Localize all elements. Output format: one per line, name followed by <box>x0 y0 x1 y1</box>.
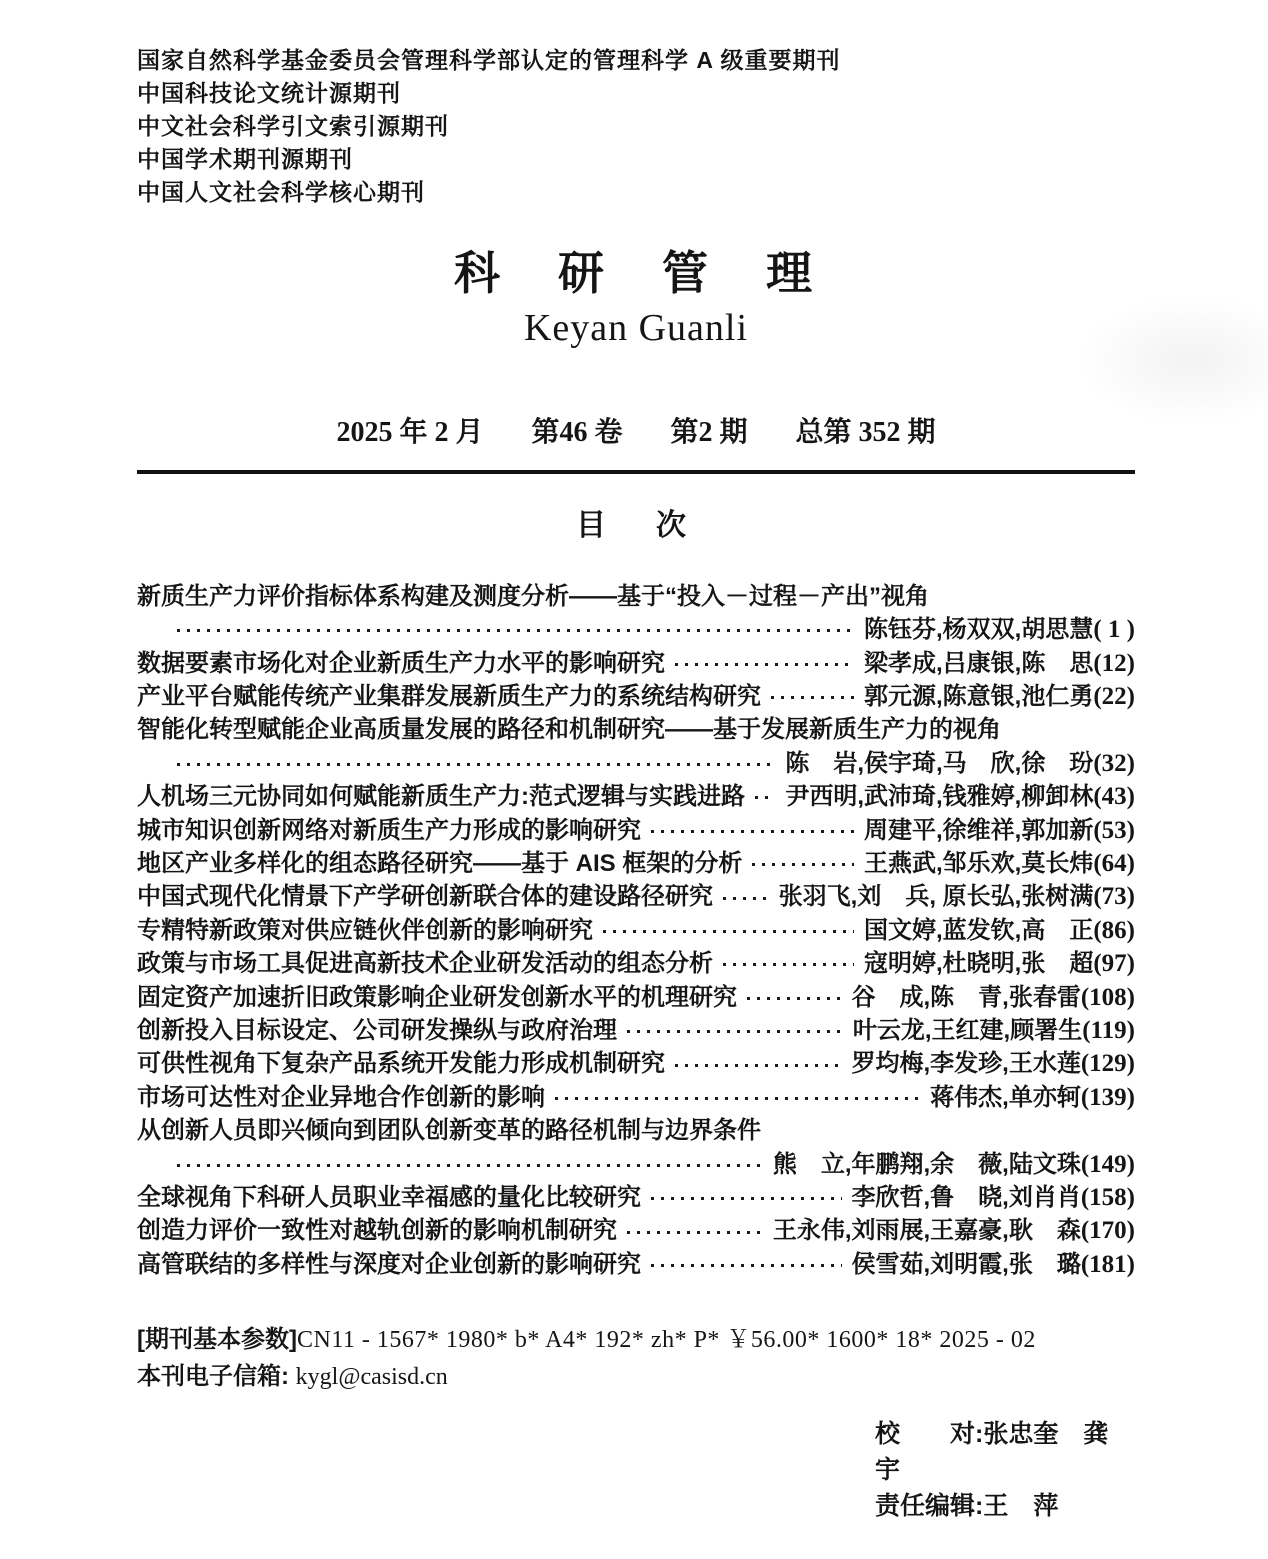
toc-entry-page: (139) <box>1080 1083 1135 1111</box>
toc-entry-title: 智能化转型赋能企业高质量发展的路径和机制研究——基于发展新质生产力的视角 <box>137 716 1001 744</box>
toc-entry-title: 全球视角下科研人员职业幸福感的量化比较研究 <box>137 1183 641 1211</box>
dot-leader <box>177 1164 763 1167</box>
journal-title-chinese: 科 研 管 理 <box>454 247 818 299</box>
toc-list <box>137 576 1135 1277</box>
toc-entry-title: 从创新人员即兴倾向到团队创新变革的路径机制与边界条件 <box>137 1117 761 1145</box>
certification-line: 中国学术期刊源期刊 <box>137 146 353 172</box>
toc-entry-authors: 熊 立,年鹏翔,余 薇,陆文珠 <box>772 1150 1081 1178</box>
toc-entry-page: (32) <box>1093 749 1135 777</box>
issue-volume: 第46 卷 <box>531 416 623 448</box>
editors-block <box>875 1416 1135 1524</box>
toc-entry-title: 创造力评价一致性对越轨创新的影响机制研究 <box>137 1217 617 1245</box>
toc-entry-authors: 寇明婷,杜晓明,张 超 <box>864 950 1094 978</box>
toc-entry-page: (129) <box>1080 1050 1135 1078</box>
toc-entry <box>137 1077 1135 1110</box>
toc-entry-page: (181) <box>1080 1250 1135 1278</box>
toc-entry-title: 创新投入目标设定、公司研发操纵与政府治理 <box>137 1016 617 1044</box>
dot-leader <box>603 930 854 933</box>
toc-entry-page: (43) <box>1093 783 1135 811</box>
toc-entry <box>137 977 1135 1010</box>
dot-leader <box>627 1030 843 1033</box>
toc-entry-author-line <box>137 743 1135 776</box>
certification-list <box>137 44 1135 209</box>
toc-heading: 目 次 <box>576 508 696 542</box>
issue-number: 第2 期 <box>670 416 748 448</box>
toc-entry-page: (73) <box>1093 883 1135 911</box>
toc-entry-title: 地区产业多样化的组态路径研究——基于 AIS 框架的分析 <box>137 850 743 878</box>
journal-parameters-line <box>137 1323 1135 1357</box>
toc-entry <box>137 643 1135 676</box>
proofreaders-names: 张忠奎 龚 宇 <box>875 1420 1134 1485</box>
toc-entry-authors: 罗均梅,李发珍,王水莲 <box>851 1050 1081 1078</box>
toc-entry-title: 中国式现代化情景下产学研创新联合体的建设路径研究 <box>137 883 713 911</box>
managing-editor-name: 王 萍 <box>983 1492 1059 1521</box>
toc-entry-page: (22) <box>1093 683 1135 711</box>
journal-parameters-value: CN11 - 1567* 1980* b* A4* 192* zh* P* ￥56.00* 1600* 18* 2025 - 02 <box>296 1327 1036 1354</box>
toc-entry-authors: 陈 岩,侯宇琦,马 欣,徐 玢 <box>785 749 1094 777</box>
dot-leader <box>675 663 854 666</box>
toc-entry-page: ( 1 ) <box>1093 616 1135 644</box>
proofreaders-label: 校 对: <box>875 1420 984 1449</box>
toc-entry-authors: 国文婷,蓝发钦,高 正 <box>864 916 1094 944</box>
journal-email-label: 本刊电子信箱: <box>137 1363 289 1391</box>
toc-entry <box>137 843 1135 876</box>
toc-entry <box>137 1210 1135 1243</box>
toc-entry-authors: 李欣哲,鲁 晓,刘肖肖 <box>851 1183 1081 1211</box>
toc-entry-page: (108) <box>1080 983 1135 1011</box>
dot-leader <box>651 1264 842 1267</box>
issue-info-line <box>137 410 1135 450</box>
toc-entry <box>137 810 1135 843</box>
journal-toc-page <box>137 0 1135 1559</box>
certification-line: 中国科技论文统计源期刊 <box>137 80 401 106</box>
toc-entry-authors: 陈钰芬,杨双双,胡思慧 <box>864 616 1094 644</box>
horizontal-rule <box>137 470 1135 474</box>
toc-entry-authors: 王永伟,刘雨展,王嘉豪,耿 森 <box>772 1217 1081 1245</box>
toc-entry-title: 专精特新政策对供应链伙伴创新的影响研究 <box>137 916 593 944</box>
dot-leader <box>771 696 854 699</box>
dot-leader <box>723 897 769 900</box>
toc-entry-title: 市场可达性对企业异地合作创新的影响 <box>137 1083 545 1111</box>
toc-entry-authors: 郭元源,陈意银,池仁勇 <box>864 683 1094 711</box>
dot-leader <box>627 1231 763 1234</box>
toc-entry-authors: 周建平,徐维祥,郭加新 <box>864 816 1094 844</box>
toc-entry-title: 固定资产加速折旧政策影响企业研发创新水平的机理研究 <box>137 983 737 1011</box>
toc-entry-title: 政策与市场工具促进高新技术企业研发活动的组态分析 <box>137 950 713 978</box>
toc-entry-title: 城市知识创新网络对新质生产力形成的影响研究 <box>137 816 641 844</box>
toc-entry-page: (12) <box>1093 649 1135 677</box>
toc-entry <box>137 910 1135 943</box>
dot-leader <box>752 863 854 866</box>
toc-entry-author-line <box>137 609 1135 642</box>
toc-entry-page: (97) <box>1093 950 1135 978</box>
journal-parameters-label: [期刊基本参数] <box>137 1326 297 1354</box>
dot-leader <box>723 963 854 966</box>
toc-entry-authors: 张羽飞,刘 兵, 原长弘,张树满 <box>778 883 1094 911</box>
toc-entry-page: (149) <box>1080 1150 1135 1178</box>
toc-entry-title: 产业平台赋能传统产业集群发展新质生产力的系统结构研究 <box>137 683 761 711</box>
toc-entry <box>137 1010 1135 1043</box>
dot-leader <box>755 796 775 799</box>
toc-entry-page: (158) <box>1080 1183 1135 1211</box>
toc-entry <box>137 1043 1135 1076</box>
issue-total: 总第 352 期 <box>795 416 936 448</box>
toc-entry-page: (86) <box>1093 916 1135 944</box>
journal-title-block <box>137 247 1135 350</box>
toc-entry-title-line <box>137 1110 1135 1143</box>
toc-entry <box>137 943 1135 976</box>
toc-entry-authors: 谷 成,陈 青,张春雷 <box>851 983 1081 1011</box>
toc-entry-page: (64) <box>1093 850 1135 878</box>
toc-entry-authors: 侯雪茹,刘明霞,张 璐 <box>851 1250 1081 1278</box>
dot-leader <box>177 629 854 632</box>
managing-editor-line <box>875 1488 1135 1524</box>
toc-entry-page: (53) <box>1093 816 1135 844</box>
page-footer <box>137 1323 1135 1524</box>
toc-entry <box>137 876 1135 909</box>
toc-entry-title: 人机场三元协同如何赋能新质生产力:范式逻辑与实践进路 <box>137 783 745 811</box>
journal-email-value: kygl@casisd.cn <box>295 1364 448 1391</box>
journal-title-pinyin: Keyan Guanli <box>523 306 749 349</box>
toc-entry-authors: 王燕武,邹乐欢,莫长炜 <box>864 850 1094 878</box>
issue-date: 2025 年 2 月 <box>336 416 484 448</box>
toc-entry <box>137 1244 1135 1277</box>
dot-leader <box>675 1064 842 1067</box>
certification-line: 中国人文社会科学核心期刊 <box>137 179 425 205</box>
toc-entry-title: 数据要素市场化对企业新质生产力水平的影响研究 <box>137 649 665 677</box>
toc-entry-title: 可供性视角下复杂产品系统开发能力形成机制研究 <box>137 1050 665 1078</box>
toc-entry <box>137 776 1135 809</box>
toc-entry-authors: 尹西明,武沛琦,钱雅婷,柳卸林 <box>785 783 1094 811</box>
certification-line: 国家自然科学基金委员会管理科学部认定的管理科学 A 级重要期刊 <box>137 47 841 73</box>
toc-entry-authors: 梁孝成,吕康银,陈 思 <box>864 649 1094 677</box>
toc-entry-title: 高管联结的多样性与深度对企业创新的影响研究 <box>137 1250 641 1278</box>
toc-entry-title: 新质生产力评价指标体系构建及测度分析——基于“投入－过程－产出”视角 <box>137 582 929 610</box>
toc-entry-page: (170) <box>1080 1217 1135 1245</box>
dot-leader <box>651 1197 842 1200</box>
dot-leader <box>651 830 854 833</box>
toc-entry-title-line <box>137 576 1135 609</box>
dot-leader <box>177 763 775 766</box>
journal-email-line <box>137 1360 1135 1394</box>
toc-entry-author-line <box>137 1144 1135 1177</box>
toc-entry <box>137 1177 1135 1210</box>
certification-line: 中文社会科学引文索引源期刊 <box>137 113 449 139</box>
toc-entry-authors: 叶云龙,王红建,顾署生 <box>852 1016 1083 1044</box>
dot-leader <box>747 997 842 1000</box>
proofreaders-line <box>875 1416 1135 1488</box>
toc-entry <box>137 676 1135 709</box>
toc-entry-page: (119) <box>1082 1016 1135 1044</box>
dot-leader <box>555 1097 920 1100</box>
toc-entry-title-line <box>137 709 1135 742</box>
managing-editor-label: 责任编辑: <box>875 1492 984 1521</box>
toc-entry-authors: 蒋伟杰,单亦轲 <box>930 1083 1081 1111</box>
